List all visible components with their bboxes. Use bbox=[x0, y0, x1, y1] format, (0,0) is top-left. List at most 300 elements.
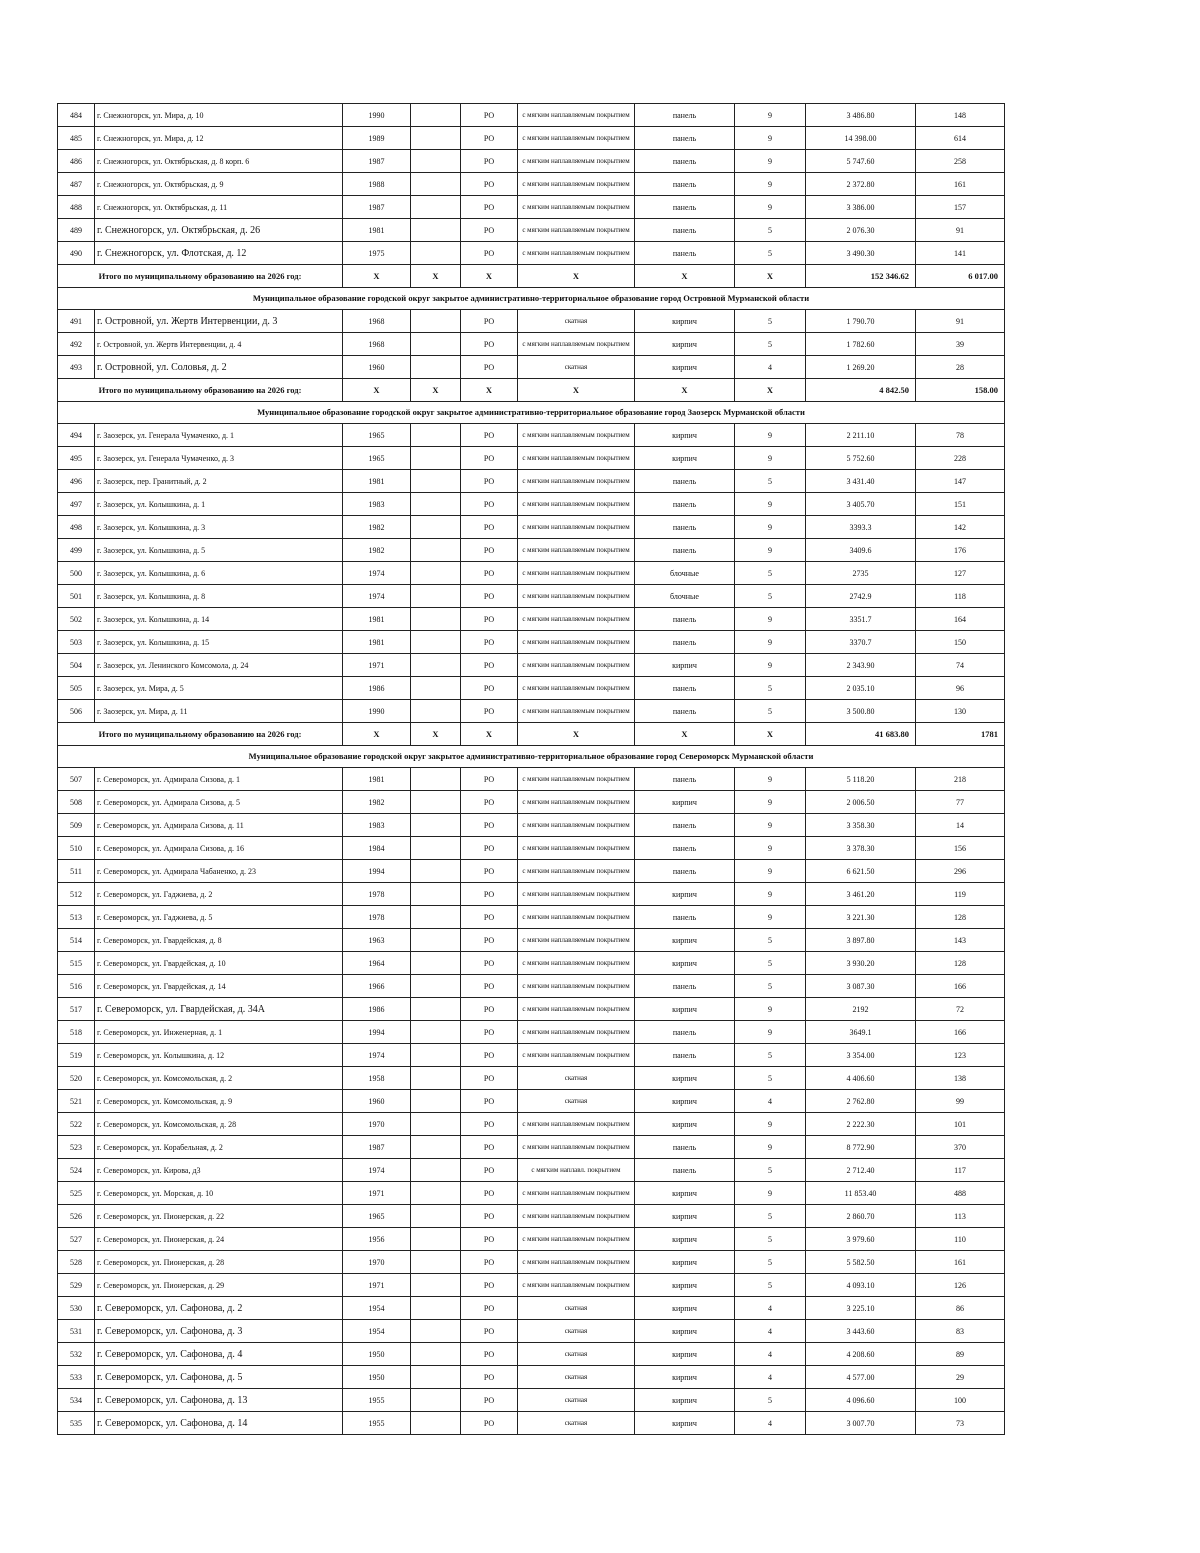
floors-cell: 4 bbox=[735, 1297, 806, 1320]
floors-cell: 5 bbox=[735, 242, 806, 265]
floors-cell: 9 bbox=[735, 791, 806, 814]
year-cell: 1968 bbox=[343, 333, 411, 356]
row-number-cell: 500 bbox=[58, 562, 95, 585]
wall-material-cell: панель bbox=[635, 677, 735, 700]
area-cell: 3 461.20 bbox=[806, 883, 916, 906]
wall-material-cell: панель bbox=[635, 127, 735, 150]
floors-cell: 9 bbox=[735, 1113, 806, 1136]
wall-material-cell: кирпич bbox=[635, 791, 735, 814]
x-cell: X bbox=[635, 379, 735, 402]
row-number-cell: 490 bbox=[58, 242, 95, 265]
table-row bbox=[58, 333, 1005, 356]
residents-cell: 166 bbox=[916, 1021, 1005, 1044]
floors-cell: 5 bbox=[735, 333, 806, 356]
year-cell: 1988 bbox=[343, 173, 411, 196]
residents-cell: 91 bbox=[916, 219, 1005, 242]
empty-cell bbox=[411, 1320, 461, 1343]
empty-cell bbox=[411, 1021, 461, 1044]
empty-cell bbox=[411, 1090, 461, 1113]
roof-type-cell: с мягким наплавляемым покрытием bbox=[518, 929, 635, 952]
year-cell: 1968 bbox=[343, 310, 411, 333]
table-row bbox=[58, 1159, 1005, 1182]
empty-cell bbox=[411, 1113, 461, 1136]
address-cell: г. Заозерск, ул. Ленинского Комсомола, д. 24 bbox=[95, 654, 343, 677]
address-cell: г. Североморск, ул. Гвардейская, д. 8 bbox=[95, 929, 343, 952]
empty-cell bbox=[411, 631, 461, 654]
address-cell: г. Североморск, ул. Адмирала Сизова, д. 16 bbox=[95, 837, 343, 860]
row-number-cell: 527 bbox=[58, 1228, 95, 1251]
residents-cell: 128 bbox=[916, 952, 1005, 975]
table-row bbox=[58, 1182, 1005, 1205]
table-row bbox=[58, 127, 1005, 150]
area-cell: 1 782.60 bbox=[806, 333, 916, 356]
empty-cell bbox=[411, 424, 461, 447]
floors-cell: 4 bbox=[735, 1366, 806, 1389]
empty-cell bbox=[411, 516, 461, 539]
area-cell: 2192 bbox=[806, 998, 916, 1021]
fund-cell: РО bbox=[461, 539, 518, 562]
year-cell: 1955 bbox=[343, 1389, 411, 1412]
x-cell: X bbox=[735, 265, 806, 288]
row-number-cell: 524 bbox=[58, 1159, 95, 1182]
table-row bbox=[58, 1366, 1005, 1389]
address-cell: г. Заозерск, ул. Генерала Чумаченко, д. 1 bbox=[95, 424, 343, 447]
fund-cell: РО bbox=[461, 516, 518, 539]
roof-type-cell: с мягким наплавляемым покрытием bbox=[518, 791, 635, 814]
section-title: Муниципальное образование городской округ закрытое административно-территориальное образование город Островной Мурманской области bbox=[58, 288, 1005, 310]
x-cell: X bbox=[411, 265, 461, 288]
fund-cell: РО bbox=[461, 356, 518, 379]
row-number-cell: 512 bbox=[58, 883, 95, 906]
fund-cell: РО bbox=[461, 837, 518, 860]
table-row bbox=[58, 1205, 1005, 1228]
row-number-cell: 493 bbox=[58, 356, 95, 379]
fund-cell: РО bbox=[461, 1412, 518, 1435]
table-row bbox=[58, 516, 1005, 539]
area-cell: 3 443.60 bbox=[806, 1320, 916, 1343]
year-cell: 1983 bbox=[343, 814, 411, 837]
floors-cell: 4 bbox=[735, 1090, 806, 1113]
empty-cell bbox=[411, 975, 461, 998]
table-row bbox=[58, 493, 1005, 516]
total-area-cell: 4 842.50 bbox=[806, 379, 916, 402]
address-cell: г. Снежногорск, ул. Октябрьская, д. 11 bbox=[95, 196, 343, 219]
fund-cell: РО bbox=[461, 1159, 518, 1182]
row-number-cell: 497 bbox=[58, 493, 95, 516]
area-cell: 3 358.30 bbox=[806, 814, 916, 837]
floors-cell: 9 bbox=[735, 883, 806, 906]
year-cell: 1975 bbox=[343, 242, 411, 265]
residents-cell: 150 bbox=[916, 631, 1005, 654]
empty-cell bbox=[411, 677, 461, 700]
roof-type-cell: скатная bbox=[518, 1343, 635, 1366]
table-row bbox=[58, 424, 1005, 447]
residents-cell: 74 bbox=[916, 654, 1005, 677]
floors-cell: 5 bbox=[735, 310, 806, 333]
year-cell: 1982 bbox=[343, 791, 411, 814]
table-row bbox=[58, 677, 1005, 700]
area-cell: 3370.7 bbox=[806, 631, 916, 654]
address-cell: г. Заозерск, ул. Генерала Чумаченко, д. 3 bbox=[95, 447, 343, 470]
empty-cell bbox=[411, 1389, 461, 1412]
fund-cell: РО bbox=[461, 1136, 518, 1159]
fund-cell: РО bbox=[461, 219, 518, 242]
empty-cell bbox=[411, 1136, 461, 1159]
area-cell: 5 118.20 bbox=[806, 768, 916, 791]
table-row bbox=[58, 1067, 1005, 1090]
housing-registry-table bbox=[57, 103, 1005, 1435]
year-cell: 1971 bbox=[343, 1274, 411, 1297]
address-cell: г. Снежногорск, ул. Мира, д. 12 bbox=[95, 127, 343, 150]
empty-cell bbox=[411, 470, 461, 493]
residents-cell: 161 bbox=[916, 1251, 1005, 1274]
residents-cell: 99 bbox=[916, 1090, 1005, 1113]
roof-type-cell: с мягким наплавляемым покрытием bbox=[518, 585, 635, 608]
empty-cell bbox=[411, 127, 461, 150]
address-cell: г. Островной, ул. Жертв Интервенции, д. 3 bbox=[95, 310, 343, 333]
floors-cell: 5 bbox=[735, 700, 806, 723]
area-cell: 3 897.80 bbox=[806, 929, 916, 952]
year-cell: 1990 bbox=[343, 104, 411, 127]
address-cell: г. Североморск, ул. Пионерская, д. 28 bbox=[95, 1251, 343, 1274]
address-cell: г. Заозерск, ул. Колышкина, д. 8 bbox=[95, 585, 343, 608]
roof-type-cell: с мягким наплавляемым покрытием bbox=[518, 883, 635, 906]
roof-type-cell: с мягким наплавляемым покрытием bbox=[518, 447, 635, 470]
wall-material-cell: панель bbox=[635, 1021, 735, 1044]
year-cell: 1978 bbox=[343, 883, 411, 906]
row-number-cell: 532 bbox=[58, 1343, 95, 1366]
area-cell: 14 398.00 bbox=[806, 127, 916, 150]
total-area-cell: 41 683.80 bbox=[806, 723, 916, 746]
row-number-cell: 498 bbox=[58, 516, 95, 539]
floors-cell: 9 bbox=[735, 814, 806, 837]
year-cell: 1986 bbox=[343, 677, 411, 700]
residents-cell: 156 bbox=[916, 837, 1005, 860]
address-cell: г. Североморск, ул. Гаджиева, д. 5 bbox=[95, 906, 343, 929]
area-cell: 5 752.60 bbox=[806, 447, 916, 470]
wall-material-cell: кирпич bbox=[635, 1389, 735, 1412]
fund-cell: РО bbox=[461, 1182, 518, 1205]
table-row bbox=[58, 1044, 1005, 1067]
fund-cell: РО bbox=[461, 768, 518, 791]
wall-material-cell: панель bbox=[635, 906, 735, 929]
residents-cell: 128 bbox=[916, 906, 1005, 929]
residents-cell: 143 bbox=[916, 929, 1005, 952]
address-cell: г. Снежногорск, ул. Октябрьская, д. 26 bbox=[95, 219, 343, 242]
floors-cell: 5 bbox=[735, 929, 806, 952]
year-cell: 1987 bbox=[343, 150, 411, 173]
empty-cell bbox=[411, 700, 461, 723]
residents-cell: 72 bbox=[916, 998, 1005, 1021]
residents-cell: 138 bbox=[916, 1067, 1005, 1090]
year-cell: 1994 bbox=[343, 1021, 411, 1044]
table-row bbox=[58, 447, 1005, 470]
wall-material-cell: кирпич bbox=[635, 1274, 735, 1297]
roof-type-cell: с мягким наплавляемым покрытием bbox=[518, 424, 635, 447]
fund-cell: РО bbox=[461, 310, 518, 333]
residents-cell: 130 bbox=[916, 700, 1005, 723]
fund-cell: РО bbox=[461, 150, 518, 173]
x-cell: X bbox=[343, 379, 411, 402]
floors-cell: 9 bbox=[735, 150, 806, 173]
address-cell: г. Североморск, ул. Сафонова, д. 2 bbox=[95, 1297, 343, 1320]
year-cell: 1965 bbox=[343, 447, 411, 470]
row-number-cell: 505 bbox=[58, 677, 95, 700]
residents-cell: 614 bbox=[916, 127, 1005, 150]
roof-type-cell: с мягким наплавляемым покрытием bbox=[518, 1228, 635, 1251]
row-number-cell: 491 bbox=[58, 310, 95, 333]
table-row bbox=[58, 700, 1005, 723]
wall-material-cell: панель bbox=[635, 150, 735, 173]
x-cell: X bbox=[461, 379, 518, 402]
address-cell: г. Североморск, ул. Пионерская, д. 29 bbox=[95, 1274, 343, 1297]
table-row bbox=[58, 1297, 1005, 1320]
fund-cell: РО bbox=[461, 1113, 518, 1136]
roof-type-cell: с мягким наплавляемым покрытием bbox=[518, 975, 635, 998]
empty-cell bbox=[411, 1412, 461, 1435]
residents-cell: 96 bbox=[916, 677, 1005, 700]
fund-cell: РО bbox=[461, 424, 518, 447]
row-number-cell: 484 bbox=[58, 104, 95, 127]
year-cell: 1963 bbox=[343, 929, 411, 952]
floors-cell: 5 bbox=[735, 1044, 806, 1067]
year-cell: 1956 bbox=[343, 1228, 411, 1251]
roof-type-cell: скатная bbox=[518, 356, 635, 379]
year-cell: 1989 bbox=[343, 127, 411, 150]
row-number-cell: 492 bbox=[58, 333, 95, 356]
table-row bbox=[58, 356, 1005, 379]
row-number-cell: 487 bbox=[58, 173, 95, 196]
fund-cell: РО bbox=[461, 1343, 518, 1366]
floors-cell: 9 bbox=[735, 104, 806, 127]
empty-cell bbox=[411, 1159, 461, 1182]
row-number-cell: 511 bbox=[58, 860, 95, 883]
floors-cell: 9 bbox=[735, 493, 806, 516]
residents-cell: 78 bbox=[916, 424, 1005, 447]
empty-cell bbox=[411, 539, 461, 562]
table-row bbox=[58, 242, 1005, 265]
area-cell: 5 582.50 bbox=[806, 1251, 916, 1274]
fund-cell: РО bbox=[461, 1090, 518, 1113]
floors-cell: 9 bbox=[735, 654, 806, 677]
residents-cell: 14 bbox=[916, 814, 1005, 837]
fund-cell: РО bbox=[461, 1067, 518, 1090]
year-cell: 1981 bbox=[343, 608, 411, 631]
area-cell: 3649.1 bbox=[806, 1021, 916, 1044]
wall-material-cell: кирпич bbox=[635, 333, 735, 356]
fund-cell: РО bbox=[461, 814, 518, 837]
x-cell: X bbox=[343, 265, 411, 288]
empty-cell bbox=[411, 1182, 461, 1205]
residents-cell: 142 bbox=[916, 516, 1005, 539]
wall-material-cell: кирпич bbox=[635, 1251, 735, 1274]
residents-cell: 370 bbox=[916, 1136, 1005, 1159]
year-cell: 1955 bbox=[343, 1412, 411, 1435]
wall-material-cell: кирпич bbox=[635, 424, 735, 447]
floors-cell: 9 bbox=[735, 906, 806, 929]
table-row bbox=[58, 1274, 1005, 1297]
row-number-cell: 518 bbox=[58, 1021, 95, 1044]
floors-cell: 5 bbox=[735, 677, 806, 700]
area-cell: 3 386.00 bbox=[806, 196, 916, 219]
row-number-cell: 528 bbox=[58, 1251, 95, 1274]
wall-material-cell: панель bbox=[635, 104, 735, 127]
table-row bbox=[58, 1412, 1005, 1435]
year-cell: 1983 bbox=[343, 493, 411, 516]
area-cell: 3 979.60 bbox=[806, 1228, 916, 1251]
roof-type-cell: скатная bbox=[518, 1090, 635, 1113]
floors-cell: 5 bbox=[735, 219, 806, 242]
empty-cell bbox=[411, 310, 461, 333]
total-row bbox=[58, 379, 1005, 402]
empty-cell bbox=[411, 1067, 461, 1090]
floors-cell: 9 bbox=[735, 608, 806, 631]
residents-cell: 86 bbox=[916, 1297, 1005, 1320]
address-cell: г. Заозерск, ул. Колышкина, д. 15 bbox=[95, 631, 343, 654]
residents-cell: 29 bbox=[916, 1366, 1005, 1389]
roof-type-cell: скатная bbox=[518, 1320, 635, 1343]
row-number-cell: 506 bbox=[58, 700, 95, 723]
residents-cell: 164 bbox=[916, 608, 1005, 631]
roof-type-cell: скатная bbox=[518, 1389, 635, 1412]
address-cell: г. Североморск, ул. Сафонова, д. 13 bbox=[95, 1389, 343, 1412]
wall-material-cell: панель bbox=[635, 470, 735, 493]
fund-cell: РО bbox=[461, 333, 518, 356]
row-number-cell: 510 bbox=[58, 837, 95, 860]
area-cell: 1 269.20 bbox=[806, 356, 916, 379]
area-cell: 2 222.30 bbox=[806, 1113, 916, 1136]
roof-type-cell: скатная bbox=[518, 1412, 635, 1435]
total-label: Итого по муниципальному образованию на 2026 год: bbox=[58, 723, 343, 746]
floors-cell: 5 bbox=[735, 562, 806, 585]
roof-type-cell: с мягким наплавляемым покрытием bbox=[518, 700, 635, 723]
fund-cell: РО bbox=[461, 1274, 518, 1297]
roof-type-cell: с мягким наплавляемым покрытием bbox=[518, 952, 635, 975]
area-cell: 3 500.80 bbox=[806, 700, 916, 723]
roof-type-cell: с мягким наплавляемым покрытием bbox=[518, 1021, 635, 1044]
wall-material-cell: кирпич bbox=[635, 1090, 735, 1113]
row-number-cell: 520 bbox=[58, 1067, 95, 1090]
row-number-cell: 502 bbox=[58, 608, 95, 631]
year-cell: 1974 bbox=[343, 562, 411, 585]
row-number-cell: 516 bbox=[58, 975, 95, 998]
wall-material-cell: кирпич bbox=[635, 1297, 735, 1320]
floors-cell: 5 bbox=[735, 585, 806, 608]
roof-type-cell: с мягким наплавляемым покрытием bbox=[518, 1182, 635, 1205]
roof-type-cell: скатная bbox=[518, 1366, 635, 1389]
floors-cell: 9 bbox=[735, 837, 806, 860]
residents-cell: 127 bbox=[916, 562, 1005, 585]
row-number-cell: 526 bbox=[58, 1205, 95, 1228]
empty-cell bbox=[411, 837, 461, 860]
table-row bbox=[58, 539, 1005, 562]
residents-cell: 110 bbox=[916, 1228, 1005, 1251]
fund-cell: РО bbox=[461, 654, 518, 677]
fund-cell: РО bbox=[461, 127, 518, 150]
wall-material-cell: кирпич bbox=[635, 1113, 735, 1136]
residents-cell: 218 bbox=[916, 768, 1005, 791]
fund-cell: РО bbox=[461, 929, 518, 952]
year-cell: 1981 bbox=[343, 768, 411, 791]
empty-cell bbox=[411, 1228, 461, 1251]
floors-cell: 4 bbox=[735, 1343, 806, 1366]
floors-cell: 9 bbox=[735, 1021, 806, 1044]
x-cell: X bbox=[343, 723, 411, 746]
residents-cell: 148 bbox=[916, 104, 1005, 127]
empty-cell bbox=[411, 196, 461, 219]
floors-cell: 5 bbox=[735, 1067, 806, 1090]
roof-type-cell: с мягким наплавляемым покрытием bbox=[518, 1044, 635, 1067]
row-number-cell: 504 bbox=[58, 654, 95, 677]
residents-cell: 141 bbox=[916, 242, 1005, 265]
row-number-cell: 515 bbox=[58, 952, 95, 975]
fund-cell: РО bbox=[461, 1228, 518, 1251]
address-cell: г. Островной, ул. Соловья, д. 2 bbox=[95, 356, 343, 379]
empty-cell bbox=[411, 104, 461, 127]
floors-cell: 9 bbox=[735, 768, 806, 791]
x-cell: X bbox=[518, 265, 635, 288]
year-cell: 1987 bbox=[343, 196, 411, 219]
address-cell: г. Североморск, ул. Кирова, д3 bbox=[95, 1159, 343, 1182]
address-cell: г. Снежногорск, ул. Октябрьская, д. 9 bbox=[95, 173, 343, 196]
wall-material-cell: панель bbox=[635, 860, 735, 883]
roof-type-cell: с мягким наплавляемым покрытием bbox=[518, 768, 635, 791]
fund-cell: РО bbox=[461, 493, 518, 516]
residents-cell: 258 bbox=[916, 150, 1005, 173]
table-row bbox=[58, 1320, 1005, 1343]
section-title: Муниципальное образование городской округ закрытое административно-территориальное образование город Североморск Мурманской области bbox=[58, 746, 1005, 768]
address-cell: г. Североморск, ул. Сафонова, д. 14 bbox=[95, 1412, 343, 1435]
area-cell: 2 343.90 bbox=[806, 654, 916, 677]
table-row bbox=[58, 150, 1005, 173]
empty-cell bbox=[411, 1343, 461, 1366]
wall-material-cell: кирпич bbox=[635, 929, 735, 952]
fund-cell: РО bbox=[461, 1366, 518, 1389]
area-cell: 8 772.90 bbox=[806, 1136, 916, 1159]
year-cell: 1982 bbox=[343, 516, 411, 539]
address-cell: г. Североморск, ул. Адмирала Сизова, д. 5 bbox=[95, 791, 343, 814]
address-cell: г. Североморск, ул. Комсомольская, д. 28 bbox=[95, 1113, 343, 1136]
address-cell: г. Снежногорск, ул. Флотская, д. 12 bbox=[95, 242, 343, 265]
residents-cell: 176 bbox=[916, 539, 1005, 562]
roof-type-cell: с мягким наплавляемым покрытием bbox=[518, 470, 635, 493]
residents-cell: 118 bbox=[916, 585, 1005, 608]
floors-cell: 9 bbox=[735, 1136, 806, 1159]
row-number-cell: 495 bbox=[58, 447, 95, 470]
fund-cell: РО bbox=[461, 608, 518, 631]
roof-type-cell: с мягким наплавляемым покрытием bbox=[518, 516, 635, 539]
empty-cell bbox=[411, 585, 461, 608]
floors-cell: 9 bbox=[735, 631, 806, 654]
area-cell: 2 035.10 bbox=[806, 677, 916, 700]
empty-cell bbox=[411, 860, 461, 883]
address-cell: г. Североморск, ул. Пионерская, д. 24 bbox=[95, 1228, 343, 1251]
address-cell: г. Заозерск, ул. Колышкина, д. 6 bbox=[95, 562, 343, 585]
wall-material-cell: панель bbox=[635, 242, 735, 265]
x-cell: X bbox=[461, 723, 518, 746]
wall-material-cell: панель bbox=[635, 700, 735, 723]
table-row bbox=[58, 975, 1005, 998]
residents-cell: 73 bbox=[916, 1412, 1005, 1435]
year-cell: 1960 bbox=[343, 1090, 411, 1113]
area-cell: 3 221.30 bbox=[806, 906, 916, 929]
residents-cell: 151 bbox=[916, 493, 1005, 516]
year-cell: 1974 bbox=[343, 1044, 411, 1067]
table-row bbox=[58, 562, 1005, 585]
x-cell: X bbox=[518, 723, 635, 746]
roof-type-cell: с мягким наплавляемым покрытием bbox=[518, 173, 635, 196]
empty-cell bbox=[411, 1044, 461, 1067]
